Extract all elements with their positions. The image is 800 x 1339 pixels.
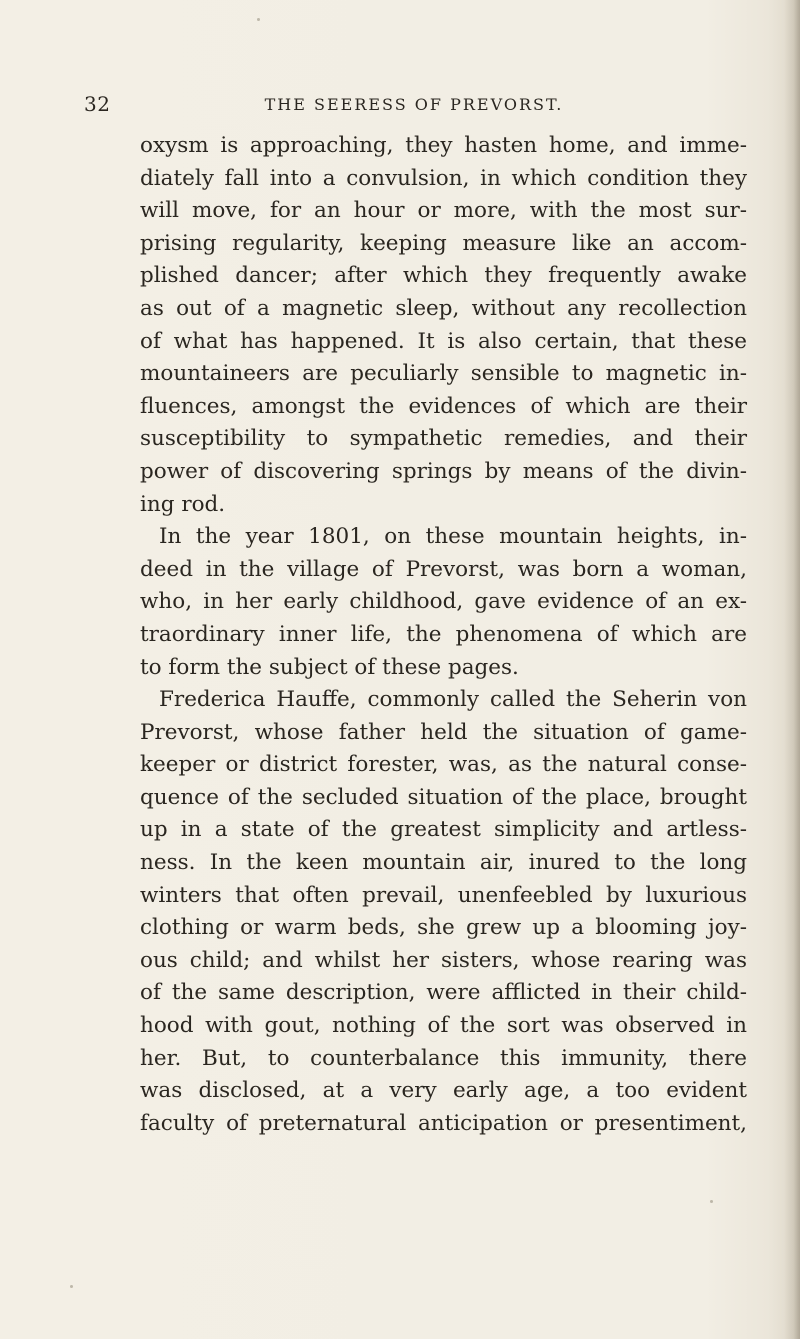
text-line: who, in her early childhood, gave evidence of an ex- xyxy=(140,589,747,615)
text-line: up in a state of the greatest simplicity and artless- xyxy=(140,817,747,843)
running-title: THE SEERESS OF PREVORST. xyxy=(264,95,564,114)
text-line: as out of a magnetic sleep, without any recollection xyxy=(140,295,747,321)
text-line: Prevorst, whose father held the situation of game- xyxy=(140,719,747,745)
text-line: plished dancer; after which they frequently awake xyxy=(140,263,747,289)
text-line: winters that often prevail, unenfeebled by luxurious xyxy=(140,882,747,908)
text-line: was disclosed, at a very early age, a too evident xyxy=(140,1078,747,1104)
text-line: clothing or warm beds, she grew up a blooming joy- xyxy=(140,915,747,941)
text-line: will move, for an hour or more, with the most sur- xyxy=(140,198,747,224)
text-line: ous child; and whilst her sisters, whose rearing was xyxy=(140,947,747,973)
text-line: ing rod. xyxy=(140,491,226,517)
paper-speck xyxy=(70,1285,73,1288)
text-line: susceptibility to sympathetic remedies, and their xyxy=(140,426,747,452)
text-line: of what has happened. It is also certain, that these xyxy=(140,328,747,354)
text-line: power of discovering springs by means of the divin- xyxy=(140,458,747,484)
text-line: Frederica Hauffe, commonly called the Seherin von xyxy=(159,687,747,713)
text-line: oxysm is approaching, they hasten home, and imme- xyxy=(140,133,747,158)
text-line: prising regularity, keeping measure like an accom- xyxy=(140,230,747,256)
text-line: of the same description, were afflicted in their child- xyxy=(140,980,747,1006)
paper-speck xyxy=(257,18,260,21)
page-header xyxy=(84,92,744,118)
text-line: ness. In the keen mountain air, inured to the long xyxy=(140,850,747,876)
text-line: her. But, to counterbalance this immunity, there xyxy=(140,1045,747,1071)
text-line: to form the subject of these pages. xyxy=(140,654,519,680)
paper-speck xyxy=(710,1200,713,1203)
text-line: traordinary inner life, the phenomena of which are xyxy=(140,621,747,647)
text-line: In the year 1801, on these mountain heights, in- xyxy=(159,524,747,550)
body-text xyxy=(140,130,747,1140)
text-line: keeper or district forester, was, as the natural conse- xyxy=(140,752,747,778)
page-number: 32 xyxy=(84,92,111,116)
text-line: hood with gout, nothing of the sort was observed in xyxy=(140,1013,747,1039)
text-line: mountaineers are peculiarly sensible to magnetic in- xyxy=(140,361,747,387)
page-edge-shadow xyxy=(784,0,800,1339)
text-line: quence of the secluded situation of the place, brought xyxy=(140,784,747,810)
text-line: fluences, amongst the evidences of which are their xyxy=(140,393,747,419)
text-line: deed in the village of Prevorst, was born a woman, xyxy=(140,556,747,582)
text-line: diately fall into a convulsion, in which condition they xyxy=(140,165,747,191)
text-line: faculty of preternatural anticipation or presentiment, xyxy=(140,1110,747,1136)
